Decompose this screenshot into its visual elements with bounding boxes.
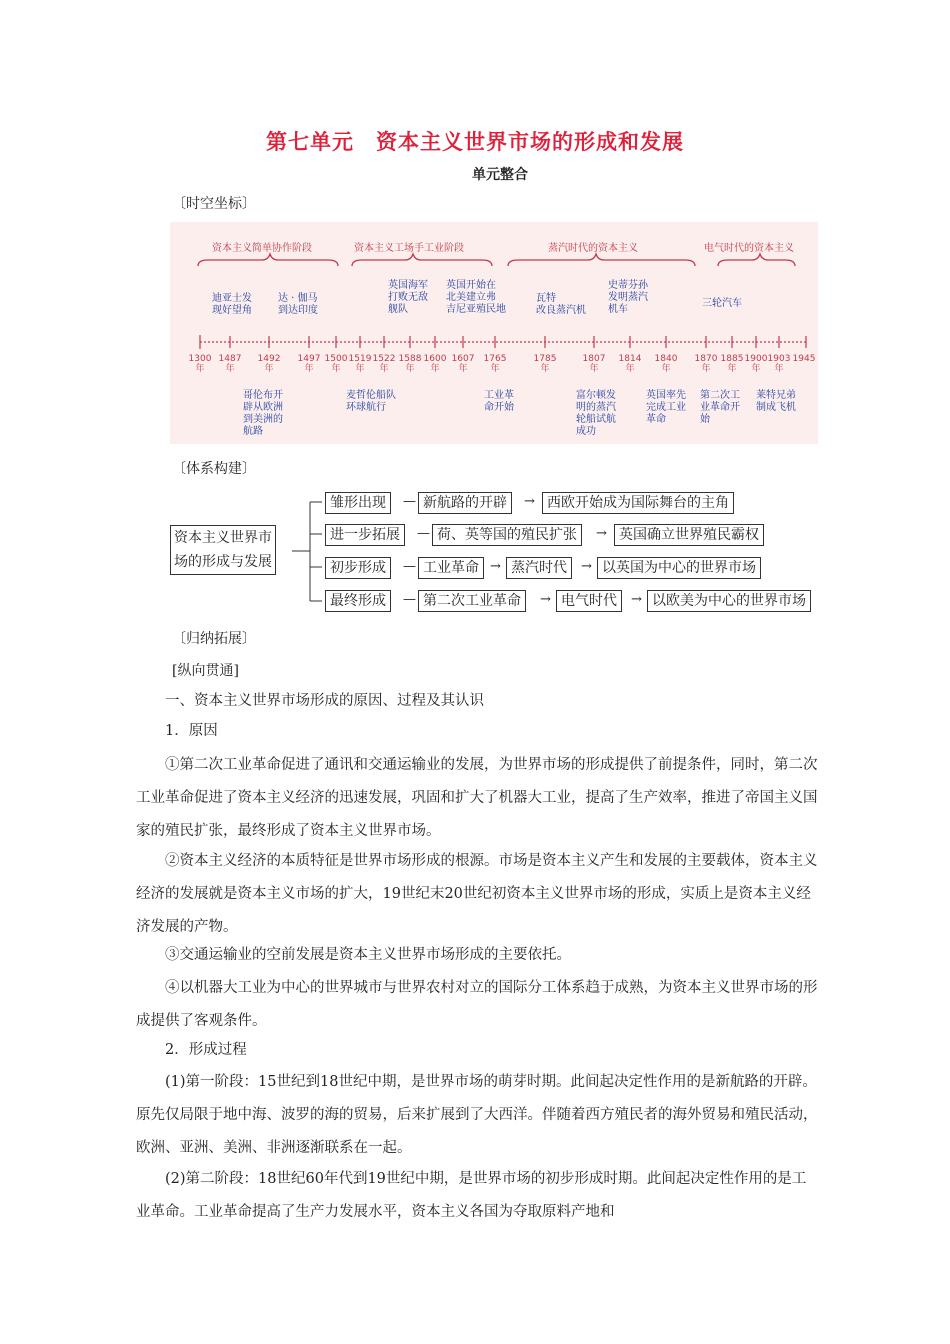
event-top-2: 达 · 伽马 到达印度 [278,293,318,316]
event-top-7: 三轮汽车 [702,298,742,309]
year-label: 1522 年 [372,354,396,374]
heading-1-1: 1．原因 [165,723,218,739]
diagram-result-3: 以英国为中心的世界市场 [597,557,761,579]
arrow-2: → [596,526,607,541]
arrow-3a: → [490,559,501,574]
event-bottom-3: 工业革 命开始 [484,390,514,413]
year-label: 1885 年 [720,354,744,374]
event-bottom-7: 莱特兄弟 制成飞机 [756,390,796,413]
year-label: 1497 年 [297,354,321,374]
heading-1-2: 2．形成过程 [165,1042,247,1058]
year-label: 1870 年 [694,354,718,374]
dash-1: — [403,494,416,509]
timeline-ticks [200,335,806,349]
event-bottom-4: 富尔顿发 明的蒸汽 轮船试航 成功 [576,390,616,437]
year-label: 1500 年 [324,354,348,374]
event-bottom-1: 哥伦布开 辟从欧洲 到美洲的 航路 [243,390,283,437]
diagram-result-2: 英国确立世界殖民霸权 [614,524,764,546]
paragraph-6: (2)第二阶段：18世纪60年代到19世纪中期，是世界市场的初步形成时期。此间起决定性作用的是工业革命。工业革命提高了生产力发展水平，资本主义各国为夺取原料产地和 [136,1171,807,1220]
year-label: 1900 年 [744,354,768,374]
year-label: 1492 年 [257,354,281,374]
stage-brace-3 [508,254,695,266]
paragraph-3: ③交通运输业的空前发展是资本主义世界市场形成的主要依托。 [165,947,571,963]
year-label: 1519 年 [348,354,372,374]
page-title: 第七单元 资本主义世界市场的形成和发展 [266,130,684,154]
diagram-era-3: 蒸汽时代 [506,557,572,579]
diagram-result-1: 西欧开始成为国际舞台的主角 [542,492,734,514]
section-spacetime: 〔时空坐标〕 [172,196,256,212]
event-bottom-6: 第二次工 业革命开 始 [700,390,740,425]
page-subtitle: 单元整合 [472,167,528,183]
stage-label-2: 资本主义工场手工业阶段 [354,243,464,254]
year-label: 1807 年 [582,354,606,374]
event-bottom-5: 英国率先 完成工业 革命 [646,390,686,425]
year-label: 1903 年 [767,354,791,374]
stage-label-4: 电气时代的资本主义 [704,243,794,254]
event-top-5: 瓦特 改良蒸汽机 [536,293,586,316]
stage-label-1: 资本主义简单协作阶段 [212,243,312,254]
paragraph-4: ④以机器大工业为中心的世界城市与世界农村对立的国际分工体系趋于成熟，为资本主义世界市场的形成提供了客观条件。 [136,980,818,1029]
diagram-result-4: 以欧美为中心的世界市场 [647,590,811,612]
dash-2: — [417,526,430,541]
diagram-cause-4: 第二次工业革命 [418,590,526,612]
year-label: 1600 年 [423,354,447,374]
arrow-3b: → [581,559,592,574]
year-label: 1765 年 [483,354,507,374]
section-longitudinal: [纵向贯通] [172,663,239,679]
arrow-4b: → [631,592,642,607]
diagram-stage-4: 最终形成 [325,590,391,612]
diagram-root: 资本主义世界市 场的形成与发展 [170,525,276,575]
diagram-stage-2: 进一步拓展 [325,524,405,546]
event-top-4: 英国开始在 北美建立弗 吉尼亚殖民地 [446,280,506,315]
event-top-6: 史蒂芬孙 发明蒸汽 机车 [608,280,648,315]
diagram-cause-2: 荷、英等国的殖民扩张 [432,524,582,546]
year-label: 1840 年 [654,354,678,374]
arrow-1: → [524,494,535,509]
heading-1: 一、资本主义世界市场形成的原因、过程及其认识 [165,693,484,709]
paragraph-1: ①第二次工业革命促进了通讯和交通运输业的发展，为世界市场的形成提供了前提条件，同时，第二次工业革命促进了资本主义经济的迅速发展，巩固和扩大了机器大工业，提高了生产效率，推进了帝国主义国家的殖民扩张，最终形成了资本主义世界市场。 [136,757,818,839]
year-label: 1814 年 [618,354,642,374]
arrow-4a: → [540,592,551,607]
year-label: 1487 年 [218,354,242,374]
section-summary: 〔归纳拓展〕 [172,631,256,647]
diagram-era-4: 电气时代 [556,590,622,612]
timeline-figure [170,222,818,444]
year-label: 1300 年 [188,354,212,374]
stage-label-3: 蒸汽时代的资本主义 [548,243,638,254]
diagram-stage-3: 初步形成 [325,557,391,579]
paragraph-5: (1)第一阶段：15世纪到18世纪中期，是世界市场的萌芽时期。此间起决定性作用的是新航路的开辟。原先仅局限于地中海、波罗的海的贸易，后来扩展到了大西洋。伴随着西方殖民者的海外贸易和殖民活动，欧洲、亚洲、美洲、非洲逐渐联系在一起。 [136,1074,818,1156]
diagram-stage-1: 雏形出现 [325,492,391,514]
event-top-3: 英国海军 打败无敌 舰队 [388,280,428,315]
event-bottom-2: 麦哲伦船队 环球航行 [346,390,396,413]
dash-4: — [403,592,416,607]
paragraph-2: ②资本主义经济的本质特征是世界市场形成的根源。市场是资本主义产生和发展的主要载体，资本主义经济的发展就是资本主义市场的扩大，19世纪末20世纪初资本主义世界市场的形成，实质上是资本主义经济发展的产物。 [136,853,818,935]
stage-brace-2 [352,254,492,266]
year-label: 1607 年 [451,354,475,374]
diagram-cause-3: 工业革命 [418,557,484,579]
event-top-1: 迪亚士发 现好望角 [212,293,252,316]
year-label: 1785 年 [533,354,557,374]
diagram-cause-1: 新航路的开辟 [418,492,512,514]
dash-3: — [403,559,416,574]
stage-brace-4 [718,254,795,266]
year-label: 1945 [792,354,816,364]
stage-brace-1 [198,254,338,266]
year-label: 1588 年 [398,354,422,374]
section-system: 〔体系构建〕 [172,461,256,477]
